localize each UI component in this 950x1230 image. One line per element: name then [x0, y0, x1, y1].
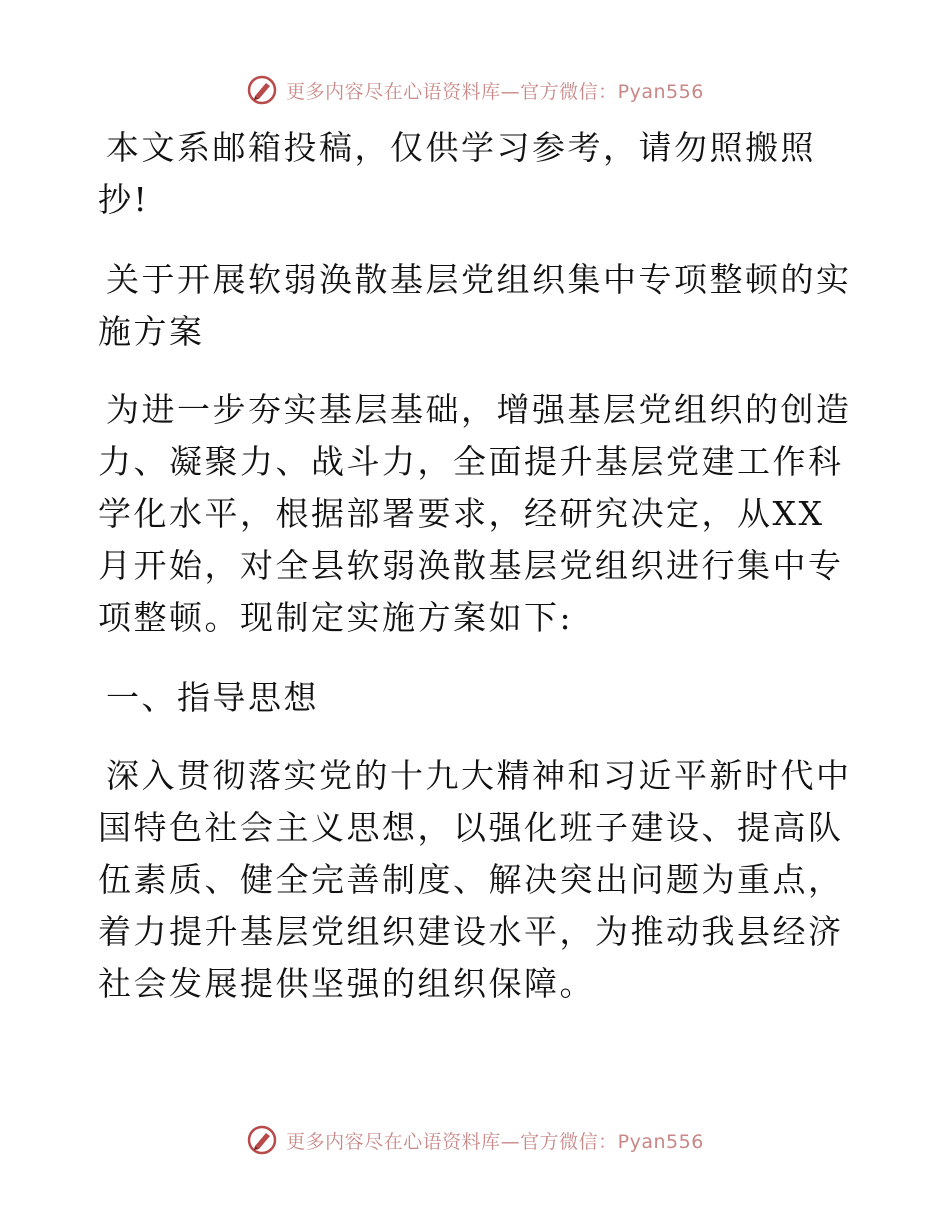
pen-seal-icon	[246, 1124, 278, 1156]
footer-watermark	[0, 1120, 950, 1160]
pen-seal-icon	[246, 74, 278, 106]
guiding-ideology-paragraph: 深入贯彻落实党的十九大精神和习近平新时代中国特色社会主义思想，以强化班子建设、提高队伍素质、健全完善制度、解决突出问题为重点，着力提升基层党组织建设水平，为推动我县经济社会发展提供坚强的组织保障。	[98, 756, 852, 1003]
section-heading-guiding-ideology: 一、指导思想	[106, 678, 319, 717]
disclaimer-paragraph: 本文系邮箱投稿，仅供学习参考，请勿照搬照抄!	[98, 128, 816, 219]
document-title: 关于开展软弱涣散基层党组织集中专项整顿的实施方案	[98, 260, 852, 351]
watermark-text: 更多内容尽在心语资料库—官方微信：Pyan556	[286, 80, 704, 103]
document-body	[98, 122, 858, 1038]
intro-paragraph: 为进一步夯实基层基础，增强基层党组织的创造力、凝聚力、战斗力，全面提升基层党建工作科学化水平，根据部署要求，经研究决定，从XX月开始，对全县软弱涣散基层党组织进行集中专项整顿。现制定实施方案如下:	[98, 390, 852, 637]
watermark-text: 更多内容尽在心语资料库—官方微信：Pyan556	[286, 1130, 704, 1153]
header-watermark	[0, 70, 950, 110]
